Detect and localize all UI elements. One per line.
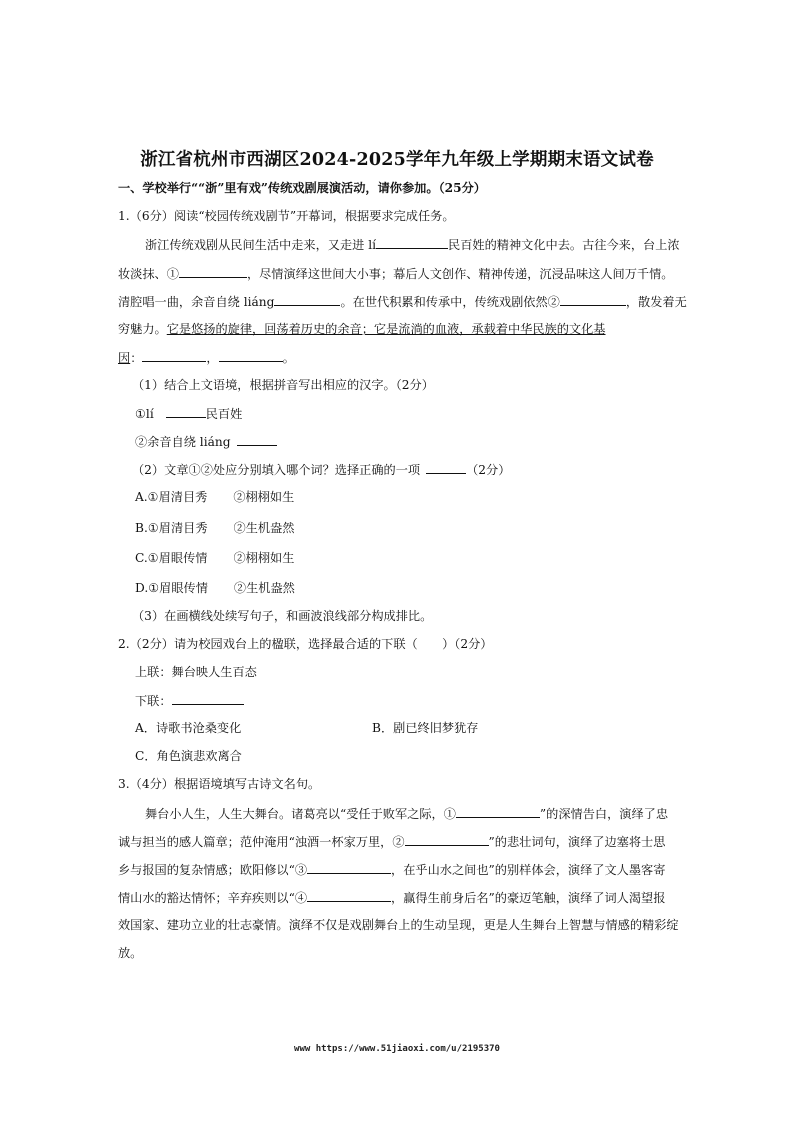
blank-1[interactable] <box>179 265 247 278</box>
poem-blank-3[interactable] <box>307 861 391 874</box>
option-d[interactable]: D.①眉眼传情 ②生机盎然 <box>135 581 295 595</box>
blank-liang[interactable] <box>274 293 340 306</box>
sub-question-1a: ①lí 民百姓 <box>135 407 243 421</box>
q2-option-a[interactable]: A．诗歌书沧桑变化 <box>135 721 242 735</box>
sub-question-1b: ②余音自绕 liáng <box>135 433 277 450</box>
option-b[interactable]: B.①眉清目秀 ②生机盎然 <box>135 521 295 535</box>
lower-couplet-blank[interactable] <box>172 692 244 705</box>
sub-question-2: （2）文章①②处应分别填入哪个词？选择正确的一项 （2分） <box>132 463 511 477</box>
q3-line-4: 情山水的豁达情怀；辛弃疾则以“④ ，赢得生前身后名”的豪迈笔触，演绎了词人渴望报 <box>118 891 666 905</box>
poem-blank-4[interactable] <box>307 889 391 902</box>
option-c[interactable]: C.①眉眼传情 ②栩栩如生 <box>135 551 295 565</box>
sub-question-3: （3）在画横线处续写句子，和画波浪线部分构成排比。 <box>132 609 433 623</box>
wavy-underlined-sentence: 它是悠扬的旋律，回荡着历史的余音；它是流淌的血液，承载着中华民族的文化基 <box>166 322 606 336</box>
passage-line-1: 浙江传统戏剧从民间生活中走来，又走进 lí 民百姓的精神文化中去。古往今来，台上浓 <box>145 238 680 252</box>
poem-blank-2[interactable] <box>405 833 489 846</box>
blank-li[interactable] <box>376 236 448 249</box>
footer-url: www https://www.51jiaoxi.com/u/2195370 <box>294 1044 500 1054</box>
answer-choice[interactable] <box>426 461 466 474</box>
q3-line-2: 诚与担当的感人篇章；范仲淹用“浊酒一杯家万里，② ”的悲壮词句，演绎了边塞将士思 <box>118 835 666 849</box>
couplet-lower: 下联： <box>135 692 244 709</box>
poem-blank-1[interactable] <box>456 805 540 818</box>
q3-line-5: 效国家、建功立业的壮志豪情。演绎不仅是戏剧舞台上的生动呈现，更是人生舞台上智慧与情感的精彩绽 <box>118 918 679 932</box>
answer-liang[interactable] <box>237 433 277 446</box>
blank-continue-2[interactable] <box>219 349 283 362</box>
couplet-upper: 上联：舞台映人生百态 <box>135 665 257 679</box>
question-3-stem: 3.（4分）根据语境填写古诗文名句。 <box>118 777 321 791</box>
option-a[interactable]: A.①眉清目秀 ②栩栩如生 <box>135 490 295 504</box>
section-heading: 一、学校举行““浙”里有戏”传统戏剧展演活动，请你参加。（25分） <box>118 181 486 195</box>
question-2-stem: 2.（2分）请为校园戏台上的楹联，选择最合适的下联（ ）（2分） <box>118 637 493 651</box>
passage-line-2: 妆淡抹、① ，尽情演绎这世间大小事；幕后人文创作、精神传递，沉浸品味这人间万千情。 <box>118 267 674 281</box>
answer-li[interactable] <box>166 405 206 418</box>
q3-line-1: 舞台小人生，人生大舞台。诸葛亮以“受任于败军之际，① ”的深情告白，演绎了忠 <box>145 807 669 821</box>
q3-line-6: 放。 <box>118 946 143 960</box>
q2-option-b[interactable]: B．剧已终旧梦犹存 <box>372 721 479 735</box>
blank-2[interactable] <box>560 293 626 306</box>
blank-continue-1[interactable] <box>142 349 206 362</box>
question-1-stem: 1.（6分）阅读“校园传统戏剧节”开幕词，根据要求完成任务。 <box>118 209 455 223</box>
q2-option-c[interactable]: C．角色演悲欢离合 <box>135 749 242 763</box>
sub-question-1: （1）结合上文语境，根据拼音写出相应的汉字。（2分） <box>132 378 434 392</box>
q3-line-3: 乡与报国的复杂情感；欧阳修以“③ ，在乎山水之间也”的别样体会，演绎了文人墨客寄 <box>118 863 666 877</box>
page-title: 浙江省杭州市西湖区2024-2025学年九年级上学期期末语文试卷 <box>140 150 654 170</box>
passage-line-5: 因： ， 。 <box>118 351 295 365</box>
passage-line-3: 清腔唱一曲，余音自绕 liáng 。在世代积累和传承中，传统戏剧依然② ，散发着无 <box>118 295 687 309</box>
passage-line-4: 穷魅力。它是悠扬的旋律，回荡着历史的余音；它是流淌的血液，承载着中华民族的文化基 <box>118 322 606 336</box>
